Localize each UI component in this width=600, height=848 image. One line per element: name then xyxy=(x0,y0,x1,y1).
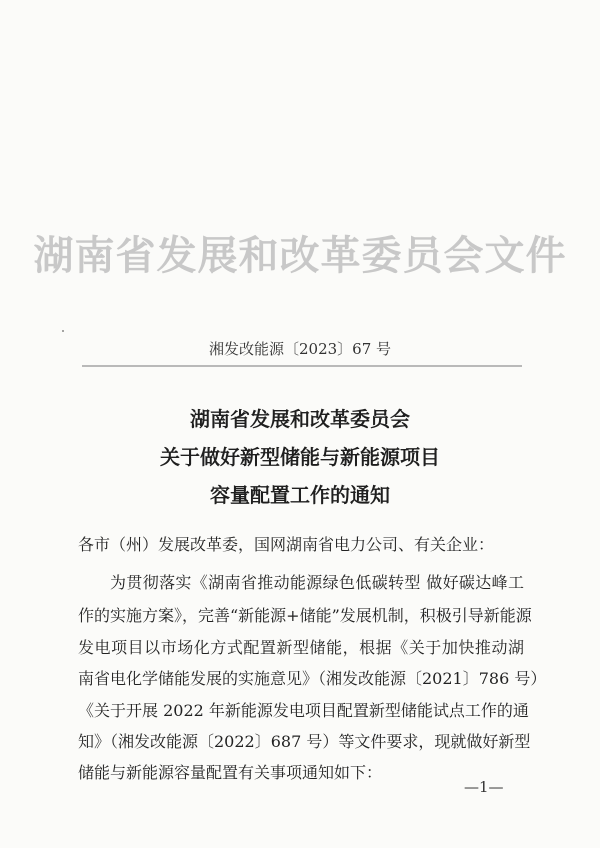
body-line-2: 作的实施方案》，完善“新能源+储能”发展机制，积极引导新能源 xyxy=(78,606,532,625)
title-line-1: 湖南省发展和改革委员会 xyxy=(190,407,410,431)
body-line-5: 《关于开展 2022 年新能源发电项目配置新型储能试点工作的通 xyxy=(78,701,529,720)
addressee-line: 各市（州）发展改革委，国网湖南省电力公司、有关企业： xyxy=(78,535,495,554)
body-line-6: 知》（湘发改能源〔2022〕687 号）等文件要求，现就做好新型 xyxy=(78,732,531,751)
title-line-3: 容量配置工作的通知 xyxy=(210,483,390,507)
document-number: 湘发改能源〔2023〕67 号 xyxy=(208,340,392,358)
scan-speck xyxy=(62,330,64,332)
page-number: —1— xyxy=(464,778,504,796)
body-line-1: 为贯彻落实《湖南省推动能源绿色低碳转型 做好碳达峰工 xyxy=(110,573,524,592)
body-line-3: 发电项目以市场化方式配置新型储能，根据《关于加快推动湖 xyxy=(78,638,524,657)
title-line-2: 关于做好新型储能与新能源项目 xyxy=(160,445,440,469)
body-line-4: 南省电化学储能发展的实施意见》（湘发改能源〔2021〕786 号） xyxy=(78,669,547,688)
header-divider xyxy=(82,365,522,367)
notice-title xyxy=(0,400,600,514)
body-line-7: 储能与新能源容量配置有关事项通知如下： xyxy=(78,763,383,782)
org-header-title: 湖南省发展和改革委员会文件 xyxy=(33,232,567,279)
